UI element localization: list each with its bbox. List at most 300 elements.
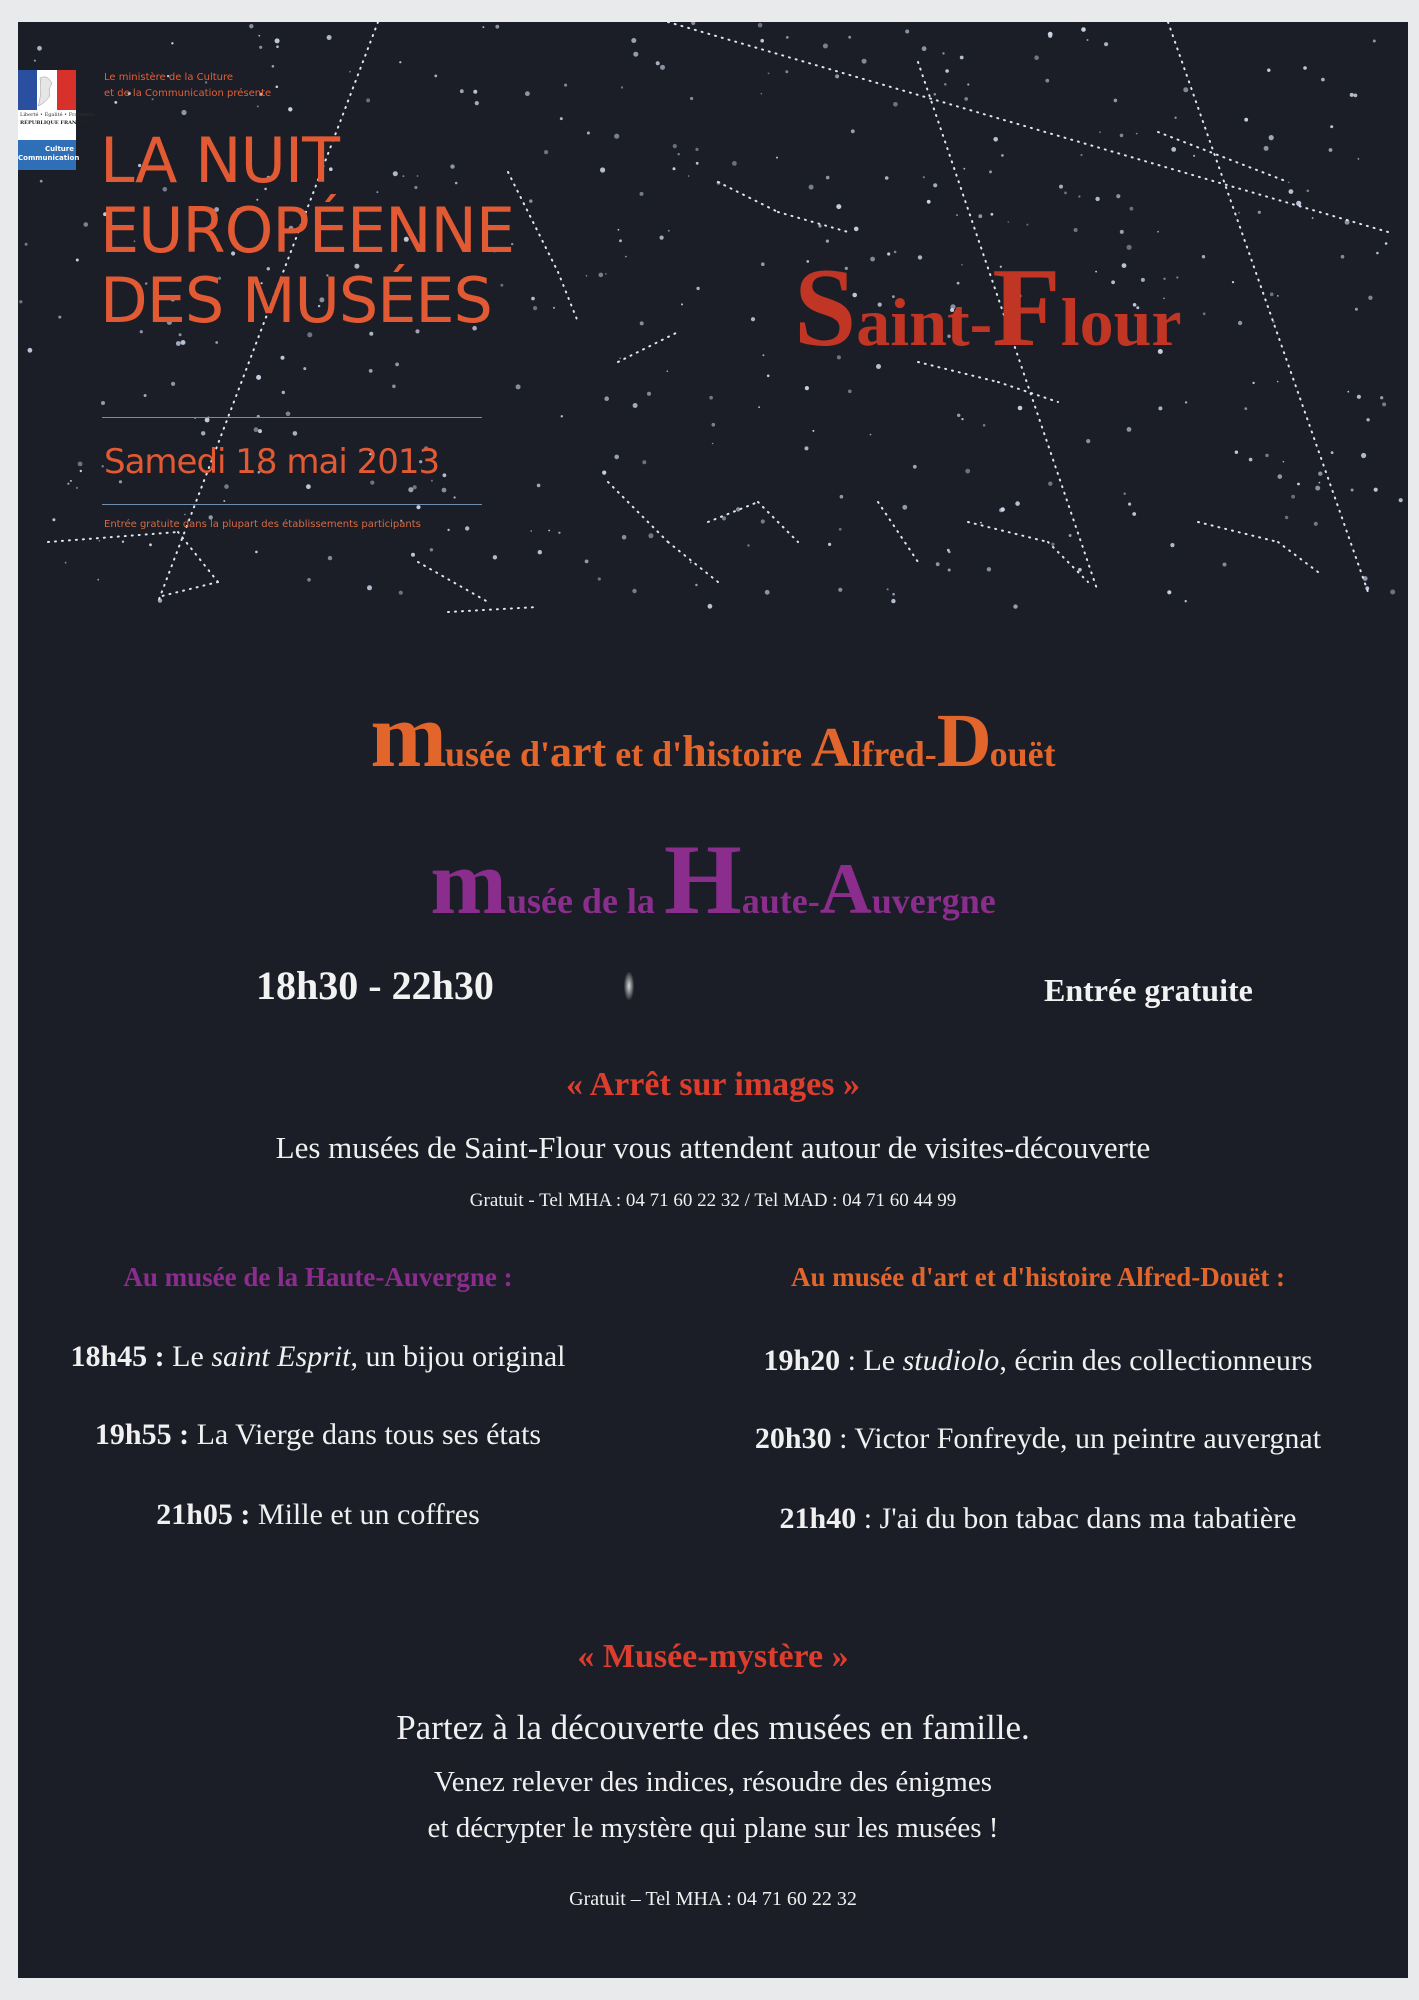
star <box>1193 155 1195 157</box>
star <box>553 307 555 309</box>
star <box>1258 211 1261 214</box>
star <box>642 460 646 464</box>
star <box>258 35 260 37</box>
star <box>690 562 692 564</box>
star <box>1269 135 1274 140</box>
star <box>944 83 947 86</box>
star <box>447 529 449 531</box>
star <box>201 431 205 435</box>
star <box>1354 94 1358 98</box>
item-text: J'ai du bon tabac dans ma tabatière <box>879 1502 1297 1535</box>
star <box>761 93 763 95</box>
star <box>599 273 604 278</box>
star <box>460 89 464 93</box>
star <box>614 455 619 460</box>
star <box>933 183 937 187</box>
star <box>76 487 78 489</box>
star <box>1128 503 1131 506</box>
star <box>293 431 298 436</box>
star <box>712 423 716 427</box>
star <box>758 406 760 408</box>
star <box>1132 512 1136 516</box>
star <box>97 579 99 581</box>
schedule-right-item <box>708 1502 1368 1536</box>
star <box>632 589 636 593</box>
star <box>587 132 590 135</box>
star <box>960 56 964 60</box>
star <box>1116 194 1120 198</box>
star <box>625 256 627 258</box>
star <box>122 541 124 543</box>
star <box>1330 125 1333 128</box>
star <box>65 562 67 564</box>
star <box>558 532 560 534</box>
star <box>848 36 851 39</box>
museum2-text-a: usée de la <box>506 881 664 921</box>
star <box>854 227 859 232</box>
star <box>257 105 259 107</box>
star <box>893 102 898 107</box>
museum1-text-c: istoire <box>706 734 811 774</box>
star <box>1368 296 1372 300</box>
star <box>1051 543 1054 546</box>
star <box>286 412 291 417</box>
ministry-logo <box>18 70 95 170</box>
schedule-left-item <box>38 1418 598 1452</box>
museum1-text-e: ouët <box>989 734 1056 774</box>
star <box>1059 185 1063 189</box>
star <box>942 52 944 54</box>
star <box>275 38 280 43</box>
item-separator: : <box>171 1418 197 1451</box>
museum2-m: m <box>430 831 507 933</box>
star <box>964 97 968 101</box>
star <box>475 101 479 105</box>
star <box>281 356 285 360</box>
star <box>809 185 814 190</box>
star <box>525 91 530 96</box>
star <box>1315 486 1320 491</box>
star <box>696 287 699 290</box>
star <box>862 59 867 64</box>
star <box>76 259 79 262</box>
republic-label: RÉPUBLIQUE FRANÇAISE <box>20 120 95 126</box>
star <box>902 505 907 510</box>
star <box>709 396 713 400</box>
star <box>1223 563 1227 567</box>
star <box>176 341 181 346</box>
star <box>927 200 931 204</box>
star <box>905 30 909 34</box>
star <box>812 430 814 432</box>
star <box>413 485 417 489</box>
star <box>434 75 437 78</box>
star <box>776 157 778 159</box>
star <box>887 588 889 590</box>
star <box>1382 402 1386 406</box>
museum1-A: A <box>810 717 852 779</box>
star <box>1314 522 1318 526</box>
star <box>1373 40 1376 43</box>
star <box>747 544 749 546</box>
star <box>367 585 372 590</box>
star <box>1157 231 1159 233</box>
star <box>530 530 532 532</box>
schedule-right-item <box>708 1344 1368 1378</box>
star <box>1080 154 1082 156</box>
museum2-A: A <box>819 849 872 929</box>
star <box>1351 489 1354 492</box>
section-arret-title: « Arrêt sur images » <box>566 1066 860 1103</box>
star <box>648 533 653 538</box>
star <box>892 593 895 596</box>
star <box>838 588 842 592</box>
star <box>1086 439 1090 443</box>
museum1-D: D <box>936 699 990 783</box>
star <box>619 239 622 242</box>
schedule-right-item <box>708 1422 1368 1456</box>
star <box>712 443 714 445</box>
star <box>493 555 497 559</box>
city-title <box>794 244 1182 373</box>
star <box>52 518 55 521</box>
star <box>538 550 542 554</box>
star <box>1347 391 1349 393</box>
star <box>1350 93 1354 97</box>
star <box>936 562 940 566</box>
star <box>851 129 855 133</box>
city-part-1: aint- <box>856 284 993 360</box>
presenter-line-2: et de la Communication présente <box>104 88 272 99</box>
star <box>19 300 22 303</box>
section-arret-contact: Gratuit - Tel MHA : 04 71 60 22 32 / Tel MAD : 04 71 60 44 99 <box>469 1190 957 1211</box>
star <box>1264 146 1269 151</box>
star <box>1297 483 1300 486</box>
star <box>1390 590 1395 595</box>
schedule-left-heading: Au musée de la Haute-Auvergne : <box>123 1262 513 1292</box>
section-mystere-line-1: Partez à la découverte des musées en famille. <box>396 1708 1030 1747</box>
star <box>443 473 447 477</box>
star <box>101 401 105 405</box>
star <box>605 273 607 275</box>
item-time: 21h05 <box>156 1498 233 1531</box>
item-separator: : <box>840 1344 864 1377</box>
star <box>640 192 644 196</box>
light-spot <box>624 972 634 1000</box>
star <box>673 144 677 148</box>
schedule-left-item <box>38 1340 598 1374</box>
star <box>1278 474 1283 479</box>
star <box>823 44 828 49</box>
star <box>622 535 627 540</box>
star <box>1158 406 1162 410</box>
star <box>618 229 620 231</box>
star <box>967 83 969 85</box>
star <box>667 370 669 372</box>
star <box>836 204 841 209</box>
star <box>656 61 660 65</box>
star <box>765 590 770 595</box>
star <box>604 396 609 401</box>
ministry-line-1: Culture <box>44 145 74 153</box>
museum1-text-b: et d' <box>606 734 683 774</box>
star <box>1291 495 1295 499</box>
star <box>885 176 889 180</box>
star <box>408 487 413 492</box>
star <box>276 86 279 89</box>
star <box>980 522 982 524</box>
star <box>1074 228 1078 232</box>
star <box>1319 482 1321 484</box>
star <box>399 61 401 63</box>
star <box>673 167 676 170</box>
star <box>1120 134 1124 138</box>
item-separator: : <box>856 1502 880 1535</box>
section-mystere-title: « Musée-mystère » <box>577 1638 849 1675</box>
item-text: La Vierge dans tous ses états <box>196 1418 542 1451</box>
star <box>171 382 175 386</box>
star <box>991 213 994 216</box>
star <box>1008 221 1010 223</box>
presenter-text <box>104 70 271 102</box>
star <box>1277 295 1279 297</box>
star <box>349 71 351 73</box>
star <box>1045 79 1049 83</box>
star <box>631 38 636 43</box>
star <box>561 415 563 417</box>
star <box>767 375 770 378</box>
star <box>215 341 218 344</box>
star <box>144 394 147 397</box>
star <box>983 424 986 427</box>
star <box>1267 69 1270 72</box>
star <box>548 530 550 532</box>
star <box>395 363 399 367</box>
star <box>1130 207 1134 211</box>
event-title-line-2: EUROPÉENNE <box>100 194 515 267</box>
star <box>870 434 872 436</box>
star <box>1288 182 1290 184</box>
star <box>1136 133 1138 135</box>
star <box>1341 255 1345 259</box>
star <box>614 134 619 139</box>
star <box>1001 154 1004 157</box>
star <box>956 214 958 216</box>
star <box>963 168 965 170</box>
city-part-2: lour <box>1060 284 1182 360</box>
event-date: Samedi 18 mai 2013 <box>104 442 440 482</box>
star <box>913 465 917 469</box>
star <box>586 275 588 277</box>
star <box>259 46 262 49</box>
star <box>1277 381 1279 383</box>
star <box>544 150 548 154</box>
star <box>1331 451 1334 454</box>
star <box>695 148 698 151</box>
star <box>922 46 927 51</box>
star <box>828 543 831 546</box>
star <box>602 471 606 475</box>
star <box>1318 472 1322 476</box>
motto: Liberté • Égalité • Fraternité <box>20 112 95 118</box>
star <box>99 540 101 542</box>
star <box>761 262 765 266</box>
star <box>1185 600 1187 602</box>
star <box>1095 197 1099 201</box>
star <box>255 551 258 554</box>
star <box>1048 34 1052 38</box>
star <box>1385 242 1388 245</box>
star <box>276 45 279 48</box>
star <box>1064 192 1067 195</box>
item-separator: : <box>831 1422 855 1455</box>
star <box>1170 543 1174 547</box>
star <box>961 418 963 420</box>
star <box>732 161 737 166</box>
star <box>1380 396 1383 399</box>
event-title-line-1: LA NUIT <box>100 124 340 197</box>
event-title <box>100 126 514 336</box>
item-text: Mille et un coffres <box>257 1498 480 1531</box>
star <box>307 578 311 582</box>
star <box>681 303 683 305</box>
star <box>848 390 852 394</box>
star <box>668 230 670 232</box>
star <box>1399 498 1403 502</box>
star <box>303 367 306 370</box>
section-mystere-line-3: et décrypter le mystère qui plane sur les musées ! <box>427 1812 999 1844</box>
star <box>37 46 42 51</box>
star <box>989 170 992 173</box>
star <box>1167 590 1171 594</box>
star <box>1124 493 1126 495</box>
star <box>28 348 33 353</box>
star <box>495 25 499 29</box>
star <box>633 52 638 57</box>
star <box>1289 189 1294 194</box>
item-italic: studiolo <box>902 1344 1000 1377</box>
star <box>58 316 61 319</box>
star <box>1238 321 1242 325</box>
star <box>516 384 521 389</box>
star <box>149 543 152 546</box>
museum2-text-c: uvergne <box>871 881 996 921</box>
free-entry: Entrée gratuite <box>1044 972 1253 1008</box>
star <box>621 86 623 88</box>
item-text: Le <box>172 1340 212 1373</box>
divider-top <box>102 417 482 418</box>
star <box>254 427 259 432</box>
star <box>585 560 589 564</box>
star <box>1252 382 1254 384</box>
item-time: 20h30 <box>754 1422 832 1455</box>
star <box>598 577 601 580</box>
museum2-text-b: aute- <box>741 881 820 921</box>
star <box>1203 312 1206 315</box>
star <box>327 35 332 40</box>
star <box>818 224 821 227</box>
star <box>272 65 275 68</box>
star <box>288 107 292 111</box>
star <box>411 553 415 557</box>
item-text-end: , un bijou original <box>350 1340 566 1373</box>
star <box>688 175 690 177</box>
star <box>1001 507 1005 511</box>
item-time: 18h45 <box>70 1340 148 1373</box>
star <box>945 69 949 73</box>
star <box>369 369 373 373</box>
star <box>473 90 477 94</box>
star <box>1285 516 1288 519</box>
star <box>839 528 842 531</box>
star <box>826 176 830 180</box>
star <box>70 480 72 482</box>
star <box>1078 195 1080 197</box>
star <box>1235 451 1238 454</box>
item-time: 19h20 <box>763 1344 841 1377</box>
star <box>1185 401 1187 403</box>
star <box>1358 158 1360 160</box>
star <box>67 483 69 485</box>
star <box>805 446 809 450</box>
star <box>430 548 433 551</box>
star <box>695 584 697 586</box>
star <box>957 414 960 417</box>
star <box>1361 453 1366 458</box>
star <box>805 386 809 390</box>
schedule-right-heading: Au musée d'art et d'histoire Alfred-Douët : <box>791 1262 1285 1292</box>
star <box>761 519 765 523</box>
star <box>1374 488 1378 492</box>
star <box>1171 147 1176 152</box>
star <box>1048 482 1052 486</box>
star <box>696 162 699 165</box>
star <box>416 505 420 509</box>
item-time: 21h40 <box>779 1502 857 1535</box>
star <box>34 60 36 62</box>
star <box>619 357 621 359</box>
item-italic: saint Esprit <box>211 1340 351 1373</box>
star <box>1013 604 1017 608</box>
star <box>1283 461 1285 463</box>
star <box>1183 87 1188 92</box>
star <box>1127 427 1132 432</box>
star <box>840 495 844 499</box>
museum1-h: h <box>682 727 707 776</box>
star <box>482 26 484 28</box>
star <box>537 484 541 488</box>
star <box>454 496 456 498</box>
item-text: Victor Fonfreyde, un peintre auvergnat <box>854 1422 1322 1455</box>
star <box>392 385 396 389</box>
star <box>690 97 693 100</box>
item-text: Le <box>863 1344 903 1377</box>
section-mystere-contact: Gratuit – Tel MHA : 04 71 60 22 32 <box>569 1888 857 1910</box>
event-title-line-3: DES MUSÉES <box>100 264 492 337</box>
star <box>993 137 998 142</box>
star <box>1244 118 1248 122</box>
star <box>1175 117 1177 119</box>
star <box>224 484 229 489</box>
museum1-m: m <box>370 684 445 786</box>
star <box>564 84 567 87</box>
star <box>1087 39 1089 41</box>
presenter-line-1: Le ministère de la Culture <box>104 72 234 83</box>
star <box>366 98 370 102</box>
star <box>987 567 991 571</box>
star <box>678 153 680 155</box>
star <box>1366 418 1369 421</box>
